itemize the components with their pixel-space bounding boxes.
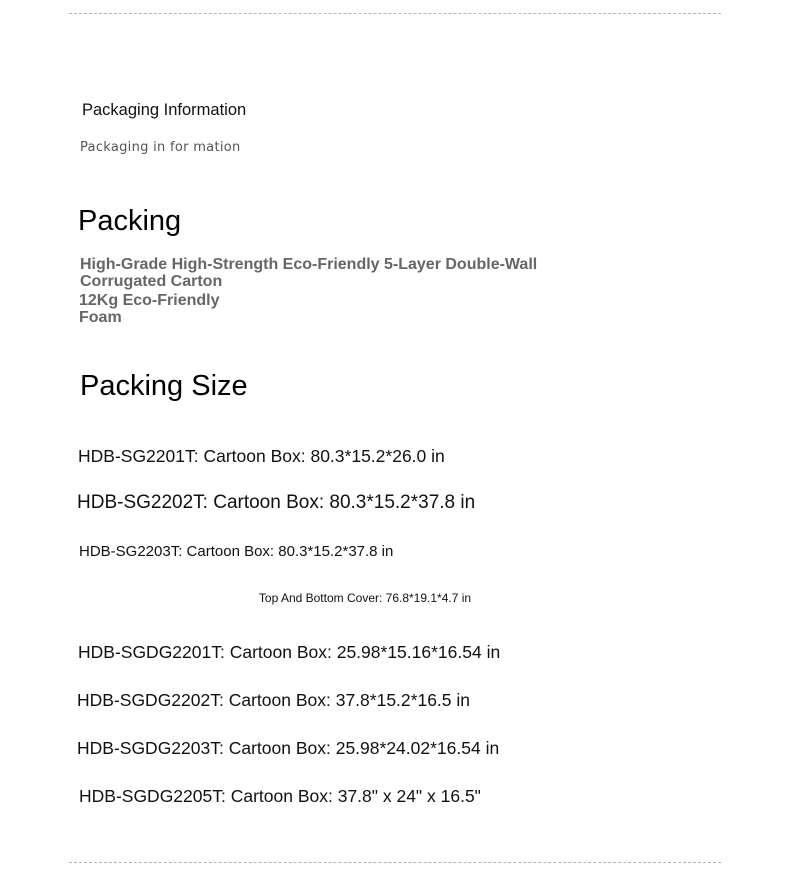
size-item-sg2202t: HDB-SG2202T: Cartoon Box: 80.3*15.2*37.8 in bbox=[77, 492, 476, 513]
packing-material-weight: 12Kg Eco-Friendly bbox=[79, 292, 220, 309]
top-divider bbox=[69, 13, 721, 14]
size-item-sgdg2201t: HDB-SGDG2201T: Cartoon Box: 25.98*15.16*16.54 in bbox=[78, 642, 501, 662]
size-item-sg2203t: HDB-SG2203T: Cartoon Box: 80.3*15.2*37.8 in bbox=[79, 543, 394, 560]
packing-material-carton: High-Grade High-Strength Eco-Friendly 5-Layer Double-Wall Corrugated Carton bbox=[80, 256, 538, 290]
size-item-sg2201t: HDB-SG2201T: Cartoon Box: 80.3*15.2*26.0 in bbox=[78, 446, 445, 466]
packing-size-heading: Packing Size bbox=[80, 370, 248, 402]
packing-material-foam: Foam bbox=[79, 309, 122, 326]
bottom-divider bbox=[69, 862, 721, 863]
size-item-sgdg2202t: HDB-SGDG2202T: Cartoon Box: 37.8*15.2*16.5 in bbox=[77, 690, 470, 710]
packing-heading: Packing bbox=[78, 205, 182, 237]
section-title: Packaging Information bbox=[82, 101, 247, 119]
size-item-sgdg2205t: HDB-SGDG2205T: Cartoon Box: 37.8" x 24" x 16.5" bbox=[79, 786, 481, 806]
size-item-sgdg2203t: HDB-SGDG2203T: Cartoon Box: 25.98*24.02*16.54 in bbox=[77, 738, 500, 758]
size-item-cover: Top And Bottom Cover: 76.8*19.1*4.7 in bbox=[258, 591, 472, 605]
section-subtitle: Packaging in for mation bbox=[80, 140, 241, 155]
